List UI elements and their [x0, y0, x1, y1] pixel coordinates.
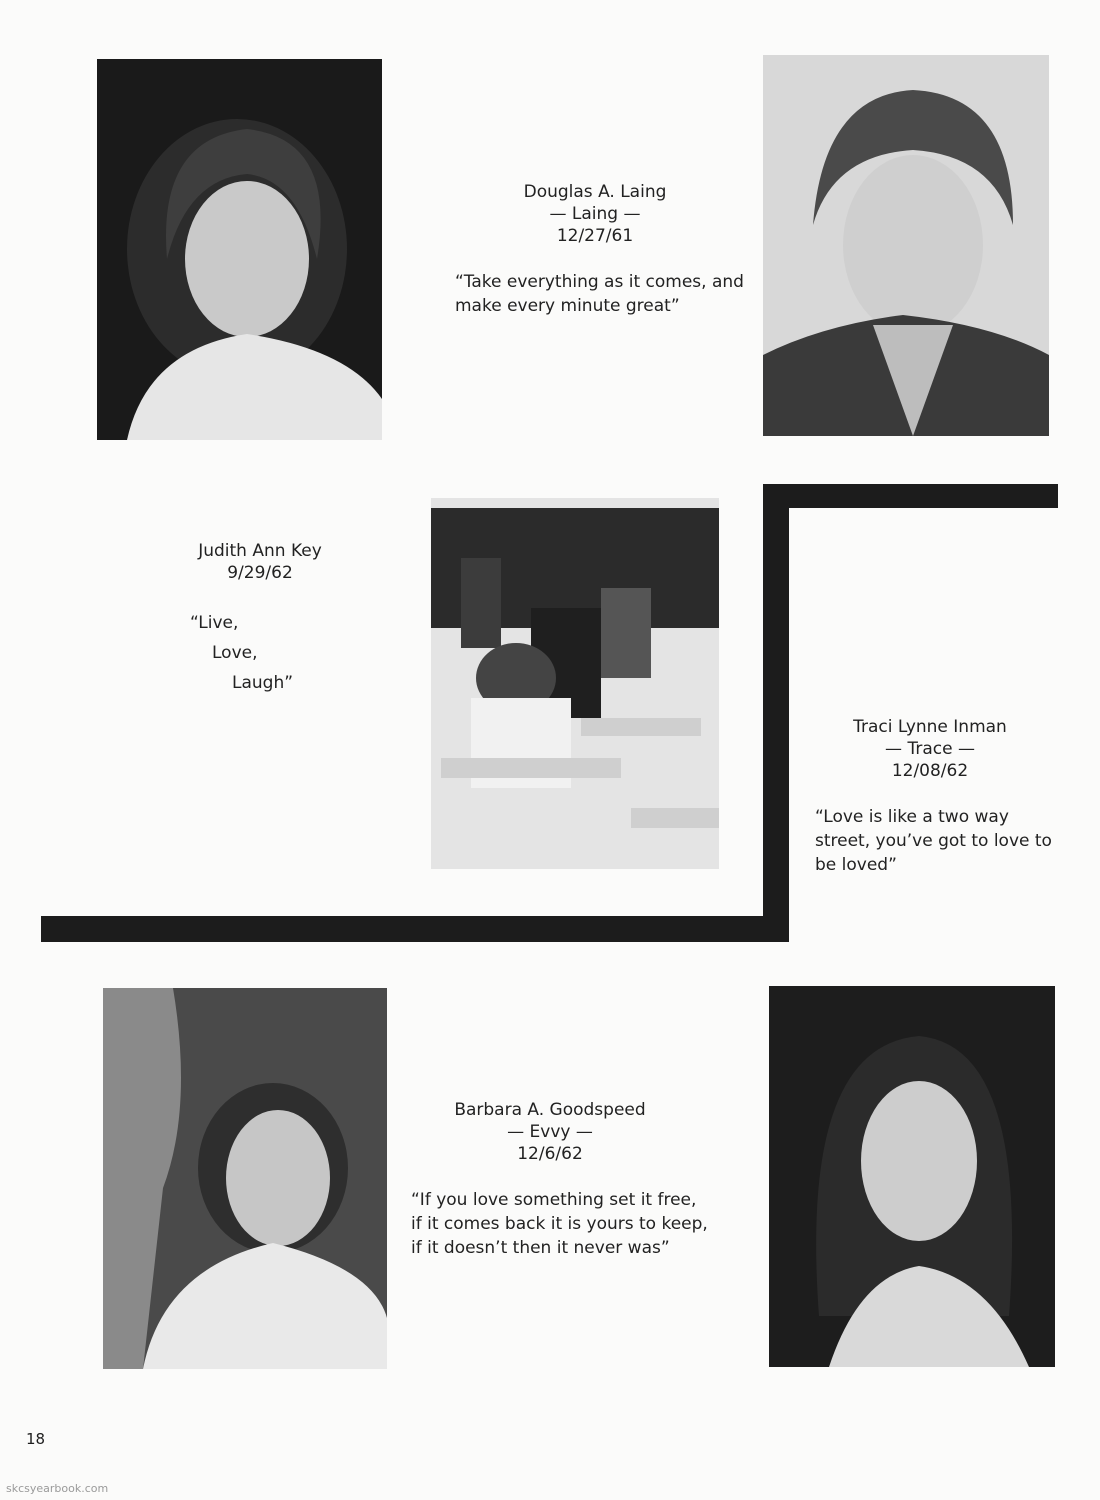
quote-line: be loved” — [815, 855, 897, 875]
quote-line: “Love is like a two way — [815, 807, 1009, 827]
page-number: 18 — [26, 1430, 46, 1448]
bio-barbara-goodspeed — [430, 1099, 670, 1165]
student-nickname: — Trace — — [885, 739, 975, 759]
bio-traci-inman — [820, 716, 1040, 782]
portrait-photo-top-right — [763, 55, 1049, 436]
quote-line: “If you love something set it free, — [411, 1190, 697, 1210]
classroom-photo — [431, 498, 719, 869]
quote-line: street, you’ve got to love to — [815, 831, 1052, 851]
watermark: skcsyearbook.com — [6, 1482, 109, 1495]
quote-line: “Take everything as it comes, and — [455, 272, 744, 292]
portrait-photo-bottom-right — [769, 986, 1055, 1367]
student-name: Judith Ann Key — [198, 541, 322, 561]
student-name: Barbara A. Goodspeed — [454, 1100, 646, 1120]
student-nickname: — Evvy — — [507, 1122, 593, 1142]
quote-line: Love, — [212, 643, 258, 663]
student-birthdate: 12/27/61 — [556, 226, 634, 246]
student-birthdate: 9/29/62 — [227, 563, 293, 583]
quote-traci-inman — [815, 805, 1055, 877]
frame-bar-vertical — [763, 484, 789, 942]
quote-barbara-goodspeed — [411, 1188, 711, 1260]
quote-line: Laugh” — [232, 673, 294, 693]
quote-line: if it comes back it is yours to keep, — [411, 1214, 708, 1234]
student-name: Douglas A. Laing — [523, 182, 667, 202]
portrait-photo-bottom-left — [103, 988, 387, 1369]
portrait-photo-top-left — [97, 59, 382, 440]
bio-judith-key — [150, 540, 370, 584]
bio-douglas-laing — [480, 181, 710, 247]
quote-line: make every minute great” — [455, 296, 680, 316]
quote-line: if it doesn’t then it never was” — [411, 1238, 670, 1258]
quote-judith-key — [190, 608, 350, 698]
student-name: Traci Lynne Inman — [853, 717, 1007, 737]
frame-bar-top — [763, 484, 1058, 508]
frame-bar-bottom — [41, 916, 789, 942]
quote-line: “Live, — [190, 613, 239, 633]
student-nickname: — Laing — — [549, 204, 641, 224]
student-birthdate: 12/08/62 — [891, 761, 969, 781]
student-birthdate: 12/6/62 — [517, 1144, 583, 1164]
quote-douglas-laing — [455, 270, 755, 318]
